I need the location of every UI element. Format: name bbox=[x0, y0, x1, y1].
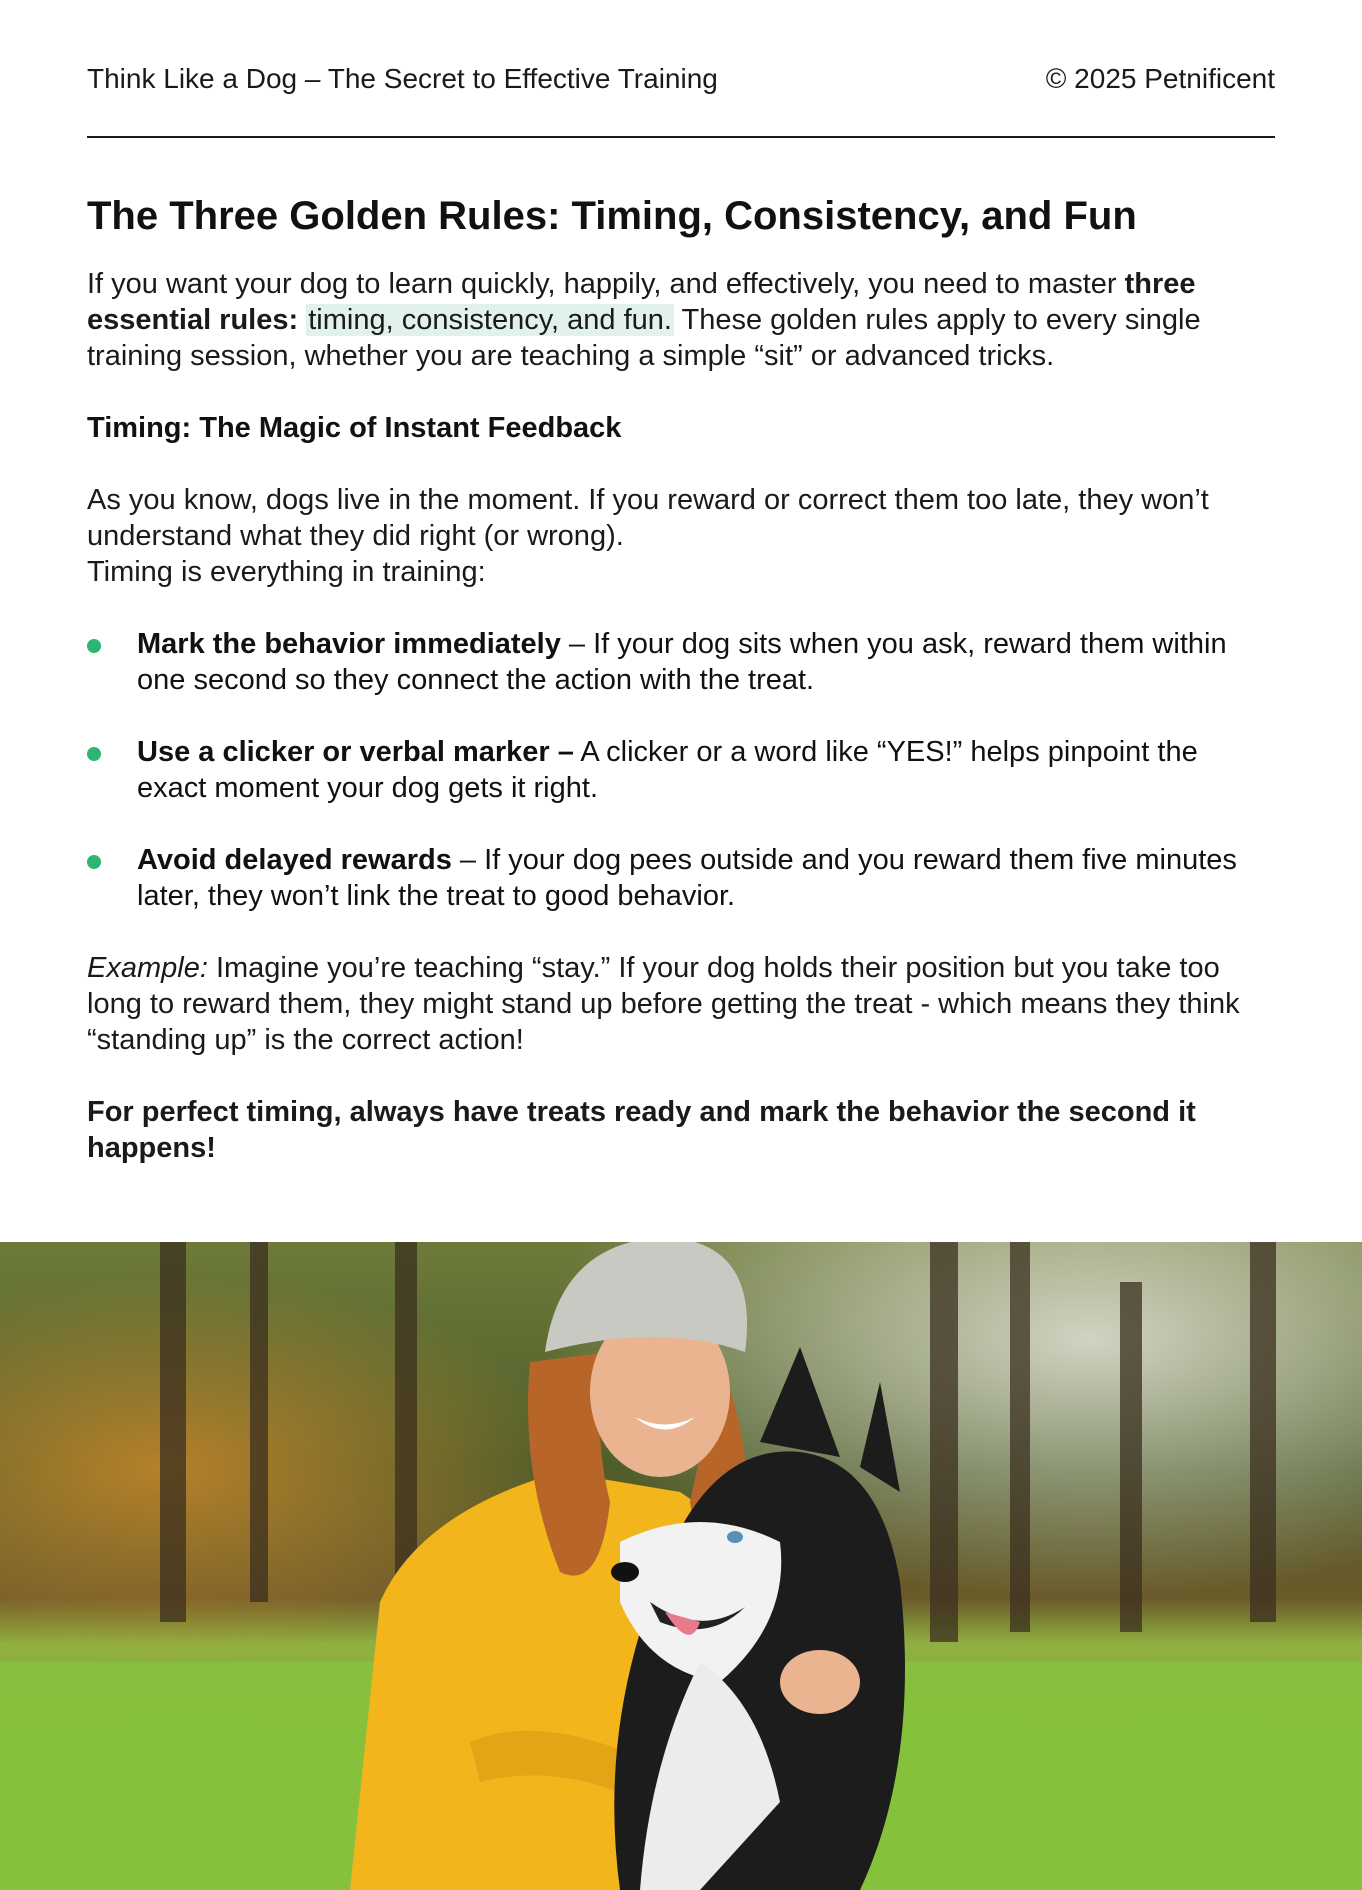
list-item-text: – If your dog pees outside and you reward them five minutes later, they won’t link the treat to good behavior. bbox=[137, 844, 1237, 912]
section-title: Timing: The Magic of Instant Feedback bbox=[87, 412, 622, 444]
list-item-title: Avoid delayed rewards bbox=[137, 844, 452, 876]
intro-text-end: These golden rules apply to every single training session, whether you are teaching a simple “sit” or advanced tricks. bbox=[87, 304, 1201, 372]
intro-bold: three essential rules: bbox=[87, 268, 1196, 336]
page-title: The Three Golden Rules: Timing, Consistency, and Fun bbox=[87, 194, 1137, 238]
list-item-title: Mark the behavior immediately bbox=[137, 628, 561, 660]
intro-highlight: timing, consistency, and fun. bbox=[308, 304, 672, 336]
tips-list bbox=[87, 626, 1275, 914]
bullet-icon bbox=[87, 747, 101, 761]
copyright-notice: © 2025 Petnificent bbox=[1045, 63, 1275, 94]
bullet-icon bbox=[87, 639, 101, 653]
page-header bbox=[87, 62, 1275, 96]
closing-statement: For perfect timing, always have treats ready and mark the behavior the second it happens! bbox=[87, 1096, 1196, 1164]
list-item-text: – If your dog sits when you ask, reward them within one second so they connect the action with the treat. bbox=[137, 628, 1227, 696]
list-item-title: Use a clicker or verbal marker – bbox=[137, 736, 574, 768]
main-content bbox=[87, 190, 1275, 1166]
section-intro-line-1: As you know, dogs live in the moment. If you reward or correct them too late, they won’t understand what they did right (or wrong). bbox=[87, 484, 1209, 552]
woman-hugging-husky-photo bbox=[0, 1242, 1362, 1890]
list-item bbox=[87, 626, 1275, 698]
example-label: Example: bbox=[87, 952, 208, 984]
bullet-icon bbox=[87, 855, 101, 869]
example-paragraph bbox=[87, 950, 1275, 1058]
list-item-text: A clicker or a word like “YES!” helps pinpoint the exact moment your dog gets it right. bbox=[137, 736, 1198, 804]
hand bbox=[780, 1650, 860, 1714]
header-divider bbox=[87, 136, 1275, 138]
example-text: Imagine you’re teaching “stay.” If your dog holds their position but you take too long to reward them, they might stand up before getting the treat - which means they think “standing up” is the correct action! bbox=[87, 952, 1240, 1056]
list-item bbox=[87, 734, 1275, 806]
document-title: Think Like a Dog – The Secret to Effective Training bbox=[87, 63, 718, 94]
section-intro bbox=[87, 482, 1275, 590]
intro-paragraph bbox=[87, 266, 1275, 374]
intro-text: If you want your dog to learn quickly, happily, and effectively, you need to master bbox=[87, 268, 1125, 300]
list-item bbox=[87, 842, 1275, 914]
section-intro-line-2: Timing is everything in training: bbox=[87, 556, 486, 588]
